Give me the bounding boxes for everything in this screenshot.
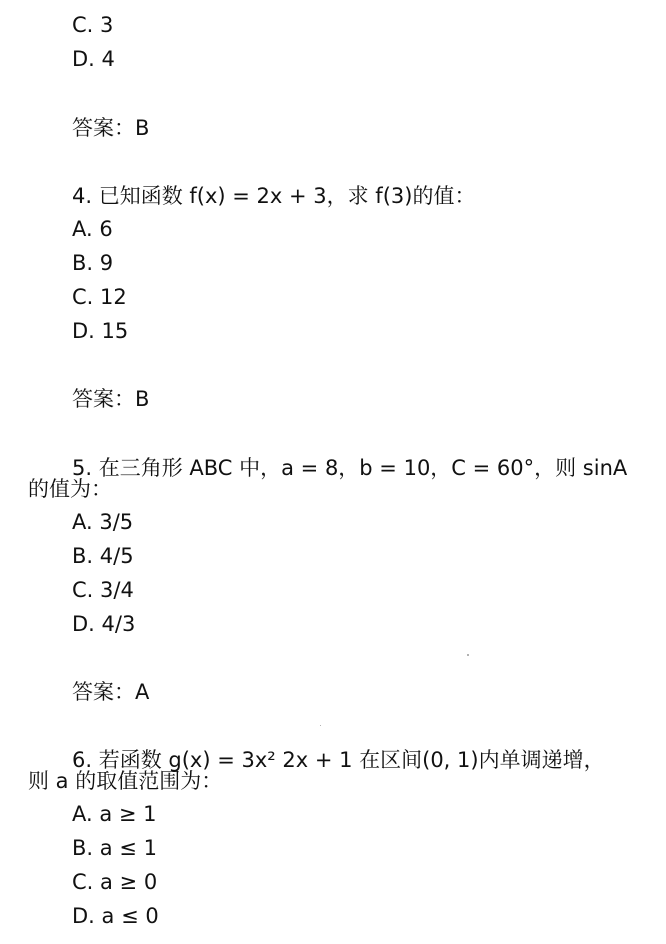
q5-option-a: A. 3/5 [72,510,134,534]
q4-option-c: C. 12 [72,285,127,309]
q6-option-b: B. a ≤ 1 [72,836,157,860]
q5-option-d: D. 4/3 [72,612,136,636]
q3-answer: 答案：B [72,116,150,140]
q4-answer: 答案：B [72,387,150,411]
q6-question: 6. 若函数 g(x) = 3x² 2x + 1 在区间(0, 1)内单调递增， [72,748,605,772]
q5-answer: 答案：A [72,680,150,704]
q4-option-d: D. 15 [72,319,129,343]
q5-option-c: C. 3/4 [72,578,134,602]
q5-option-b: B. 4/5 [72,544,134,568]
q5-question-continuation: 的值为： [28,477,112,501]
q4-option-a: A. 6 [72,217,113,241]
q4-question: 4. 已知函数 f(x) = 2x + 3，求 f(3)的值： [72,184,476,208]
q3-option-c: C. 3 [72,13,114,37]
q6-question-continuation: 则 a 的取值范围为： [28,769,223,793]
q6-option-c: C. a ≥ 0 [72,870,158,894]
scan-speck [320,725,321,726]
q3-option-d: D. 4 [72,47,115,71]
scan-speck [467,654,469,656]
q6-option-d: D. a ≤ 0 [72,904,159,928]
q6-option-a: A. a ≥ 1 [72,802,157,826]
q5-question: 5. 在三角形 ABC 中，a = 8，b = 10，C = 60°，则 sinA [72,456,628,480]
q4-option-b: B. 9 [72,251,114,275]
